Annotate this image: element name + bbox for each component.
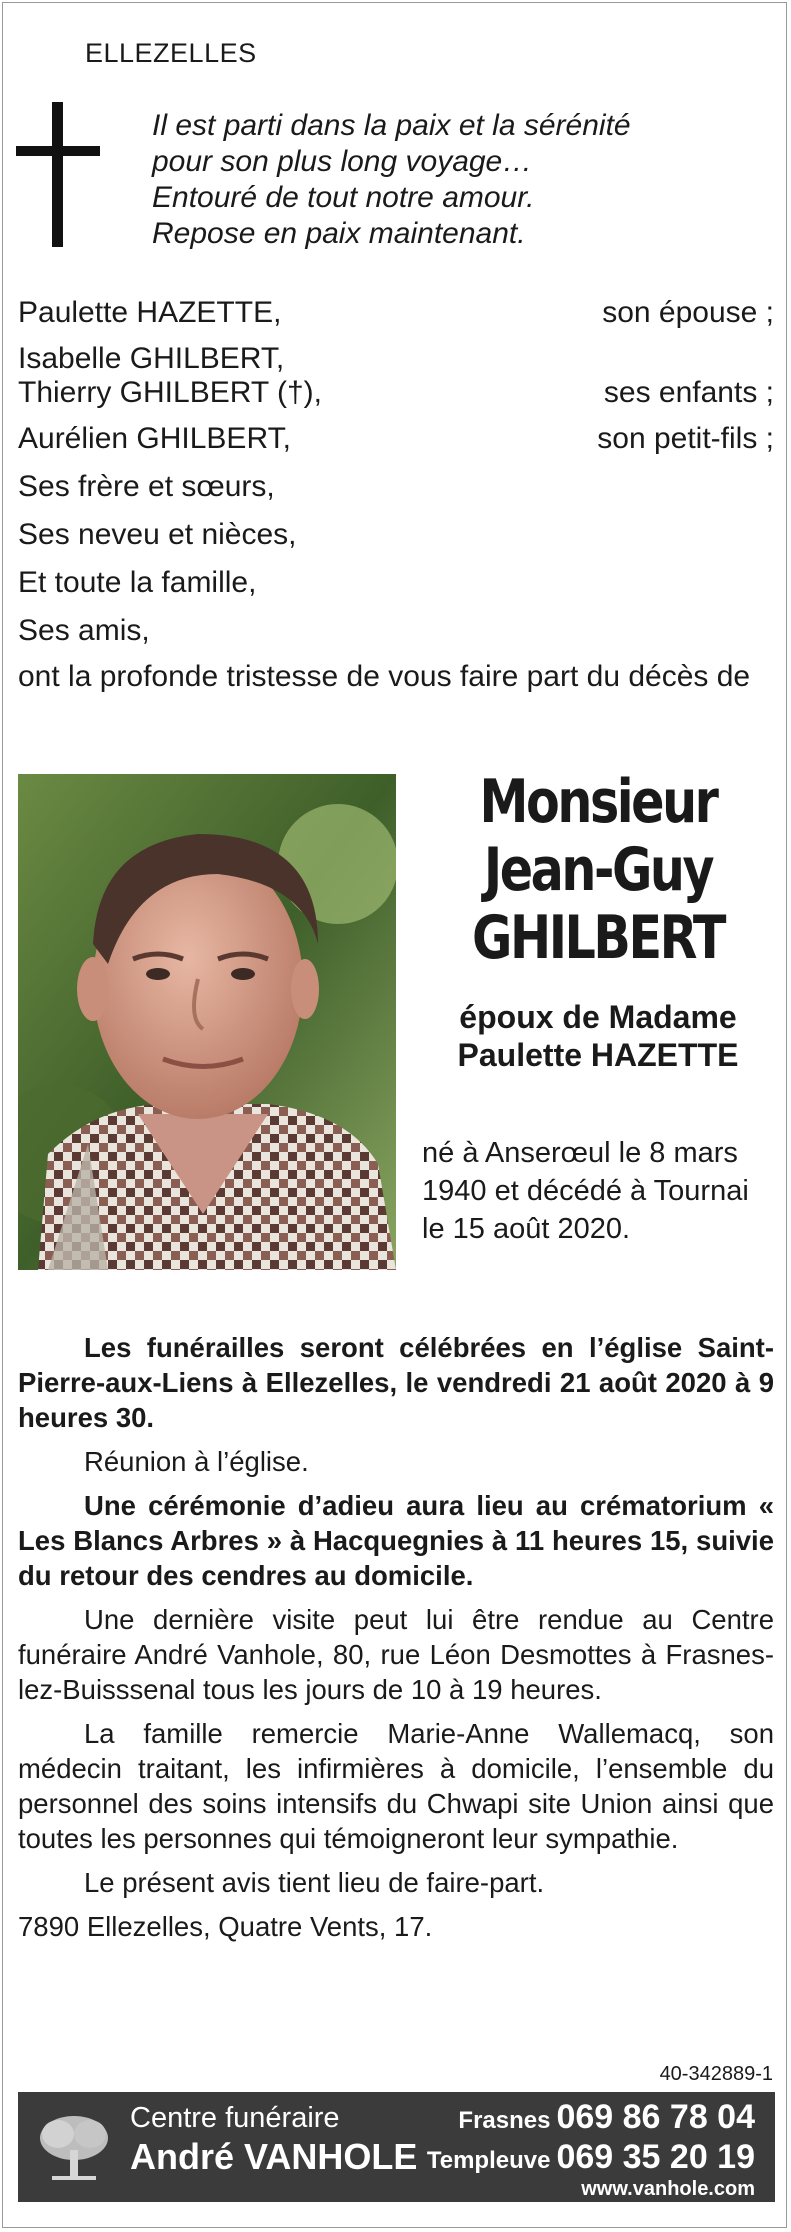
family-row: Ses amis, (18, 614, 150, 647)
family-row: Thierry GHILBERT (†), ses enfants ; (18, 376, 774, 409)
notice-statement: Le présent avis tient lieu de faire-part. (84, 1867, 545, 1898)
reference-number: 40-342889-1 (659, 2063, 773, 2085)
poem-line: Entouré de tout notre amour. (152, 181, 535, 214)
thanks: La famille remercie Marie-Anne Wallemacq, son médecin traitant, les infirmières à domicile, l’ensemble du personnel des soins intensifs du Chwapi site Union ainsi que toutes les personnes qui témoigneront leur sympathie. (18, 1718, 774, 1854)
funeral-details (18, 1330, 774, 1953)
family-row: Isabelle GHILBERT, (18, 342, 285, 375)
funeral-meeting: Réunion à l’église. (84, 1446, 309, 1477)
farewell-ceremony: Une cérémonie d’adieu aura lieu au crématorium « Les Blancs Arbres » à Hacquegnies à 11 heures 15, suivie du retour des cendres au domicile. (18, 1490, 774, 1591)
company-line1: Centre funéraire (130, 2102, 340, 2134)
family-row: Ses frère et sœurs, (18, 470, 275, 503)
deceased-last-name: GHILBERT (472, 903, 724, 973)
poem-line: Il est parti dans la paix et la sérénité (152, 109, 631, 142)
funeral-ceremony: Les funérailles seront célébrées en l’église Saint-Pierre-aux-Liens à Ellezelles, le vendredi 21 août 2020 à 9 heures 30. (18, 1332, 774, 1433)
poem-line: Repose en paix maintenant. (152, 217, 526, 250)
spouse-line: époux de Madame (459, 999, 737, 1035)
home-address: 7890 Ellezelles, Quatre Vents, 17. (18, 1911, 433, 1942)
funeral-home-banner (18, 2092, 775, 2202)
family-row: Et toute la famille, (18, 566, 257, 599)
phone-templeuve: Templeuve 069 35 20 19 (426, 2138, 755, 2176)
cross-icon (16, 102, 100, 247)
family-row: Ses neveu et nièces, (18, 518, 297, 551)
company-name: André VANHOLE (130, 2136, 418, 2177)
announcement-intro: ont la profonde tristesse de vous faire part du décès de (18, 660, 751, 693)
deceased-title: Monsieur (479, 767, 717, 837)
locality: ELLEZELLES (85, 38, 257, 68)
visit-info: Une dernière visite peut lui être rendue au Centre funéraire André Vanhole, 80, rue Léon Desmottes à Frasnes-lez-Buisssenal tous les jours de 10 à 19 heures. (18, 1604, 774, 1705)
poem (152, 108, 631, 252)
family-row: Paulette HAZETTE, son épouse ; (18, 296, 774, 329)
portrait-photo (18, 774, 396, 1270)
poem-line: pour son plus long voyage… (152, 145, 533, 178)
family-list (18, 294, 774, 694)
phone-frasnes: Frasnes 069 86 78 04 (458, 2098, 755, 2136)
tree-icon (32, 2106, 116, 2190)
family-row: Aurélien GHILBERT, son petit-fils ; (18, 422, 774, 455)
deceased-first-name: Jean-Guy (483, 835, 713, 905)
website-link[interactable]: www.vanhole.com (581, 2178, 755, 2200)
birth-death-details: né à Anserœul le 8 mars 1940 et décédé à Tournai le 15 août 2020. (422, 1137, 749, 1245)
deceased-name-block (420, 768, 776, 1074)
spouse-name: Paulette HAZETTE (457, 1037, 739, 1073)
